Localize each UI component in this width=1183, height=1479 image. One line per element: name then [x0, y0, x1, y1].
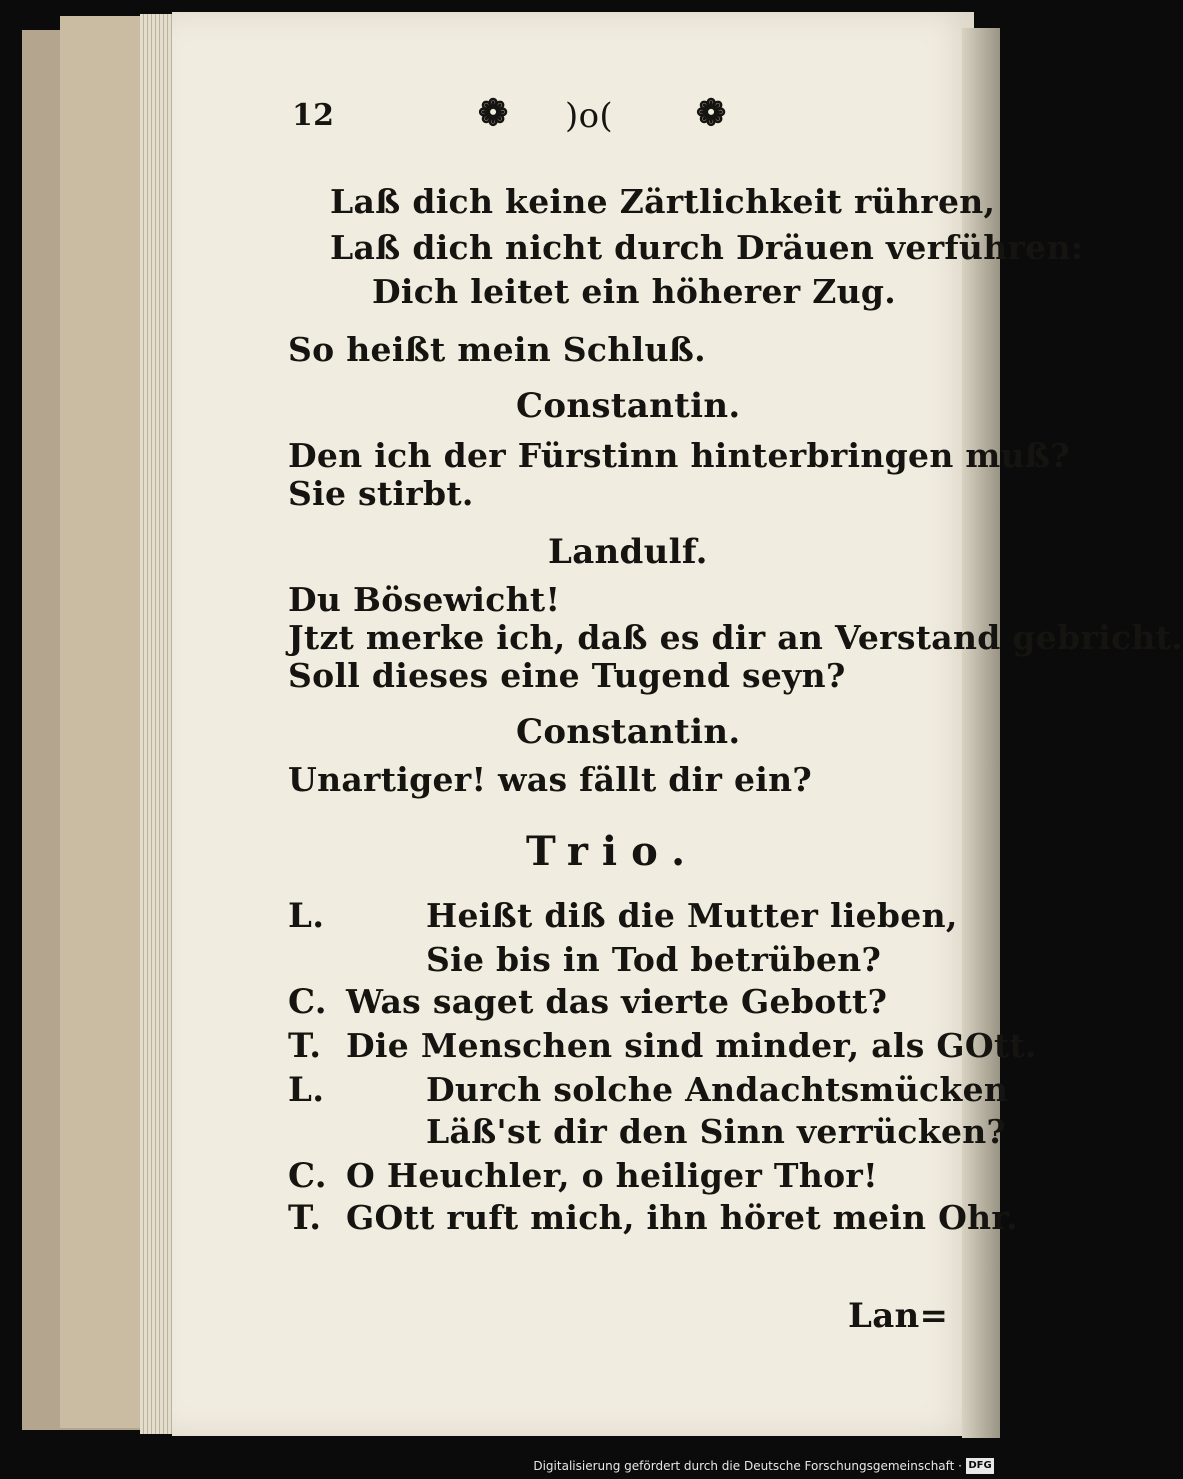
- verse-line: Laß dich keine Zärtlichkeit rühren,: [330, 182, 996, 221]
- verse-speaker-initial: T.: [288, 1026, 322, 1066]
- trio-verse-line: Durch solche Andachtsmücken: [426, 1070, 1009, 1109]
- trio-verse-line: Heißt diß die Mutter lieben,: [426, 896, 958, 935]
- trio-verse-line: Läß'st dir den Sinn verrücken?: [426, 1112, 1007, 1151]
- verse-line: Laß dich nicht durch Dräuen verführen:: [330, 228, 1084, 267]
- trio-verse-line: Was saget das vierte Gebott?: [346, 982, 888, 1021]
- verse-line: Dich leitet ein höherer Zug.: [372, 272, 897, 311]
- trio-verse-line: GOtt ruft mich, ihn höret mein Ohr.: [346, 1198, 1018, 1237]
- verse-speaker-initial: C.: [288, 1156, 327, 1196]
- speaker-name: Constantin.: [516, 712, 741, 752]
- flower-ornament-icon: ❁: [478, 92, 509, 134]
- trio-verse-line: Die Menschen sind minder, als GOtt.: [346, 1026, 1037, 1065]
- verse-line: Soll dieses eine Tugend seyn?: [288, 656, 846, 695]
- verse-speaker-initial: C.: [288, 982, 327, 1022]
- verse-line: So heißt mein Schluß.: [288, 330, 706, 369]
- verse-line: Unartiger! was fällt dir ein?: [288, 760, 813, 799]
- verse-speaker-initial: L.: [288, 896, 325, 936]
- verse-line: Jtzt merke ich, daß es dir an Verstand gebricht.: [288, 618, 1183, 657]
- trio-verse-line: O Heuchler, o heiliger Thor!: [346, 1156, 878, 1195]
- verse-speaker-initial: T.: [288, 1198, 322, 1238]
- trio-verse-line: Sie bis in Tod betrüben?: [426, 940, 882, 979]
- catchword: Lan=: [848, 1296, 949, 1336]
- verse-line: Du Bösewicht!: [288, 580, 561, 619]
- speaker-name: Constantin.: [516, 386, 741, 426]
- funding-credit: Digitalisierung gefördert durch die Deutsche Forschungsgemeinschaft ·: [533, 1459, 962, 1473]
- page-number: 12: [292, 98, 335, 133]
- verse-line: Den ich der Fürstinn hinterbringen muß?: [288, 436, 1070, 475]
- verse-line: Sie stirbt.: [288, 474, 474, 513]
- header-mark: )o(: [565, 96, 613, 136]
- speaker-name: Landulf.: [548, 532, 708, 572]
- trio-heading: Trio.: [526, 828, 700, 875]
- dfg-logo: DFG: [966, 1458, 994, 1474]
- footer-bar: [0, 1455, 1000, 1479]
- flower-ornament-icon: ❁: [696, 92, 727, 134]
- verse-speaker-initial: L.: [288, 1070, 325, 1110]
